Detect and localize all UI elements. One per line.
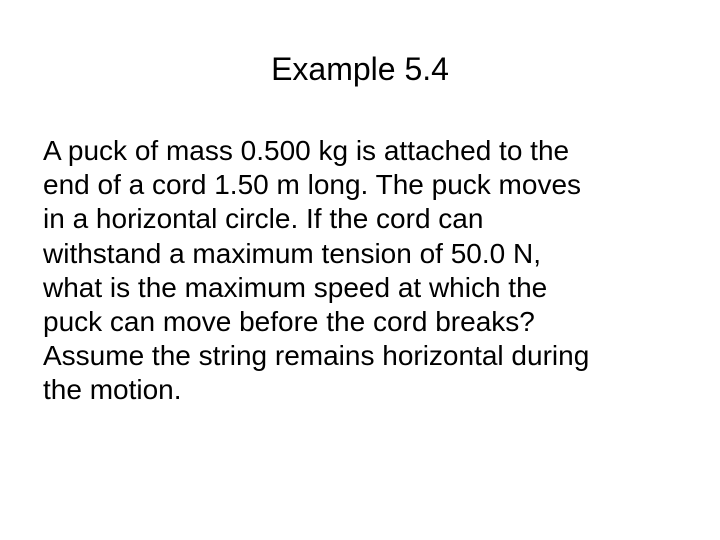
slide-title: Example 5.4 — [271, 51, 449, 87]
problem-text-line: the motion. — [43, 374, 182, 406]
problem-text-line: in a horizontal circle. If the cord can — [43, 203, 484, 235]
problem-text-line: puck can move before the cord breaks? — [43, 306, 535, 338]
problem-text-line: end of a cord 1.50 m long. The puck moves — [43, 169, 582, 201]
problem-text-line: A puck of mass 0.500 kg is attached to the — [43, 135, 570, 166]
problem-text — [43, 134, 683, 408]
problem-text-line: Assume the string remains horizontal during — [43, 340, 590, 372]
problem-text-line: withstand a maximum tension of 50.0 N, — [43, 237, 542, 269]
problem-text-line: what is the maximum speed at which the — [43, 271, 548, 303]
